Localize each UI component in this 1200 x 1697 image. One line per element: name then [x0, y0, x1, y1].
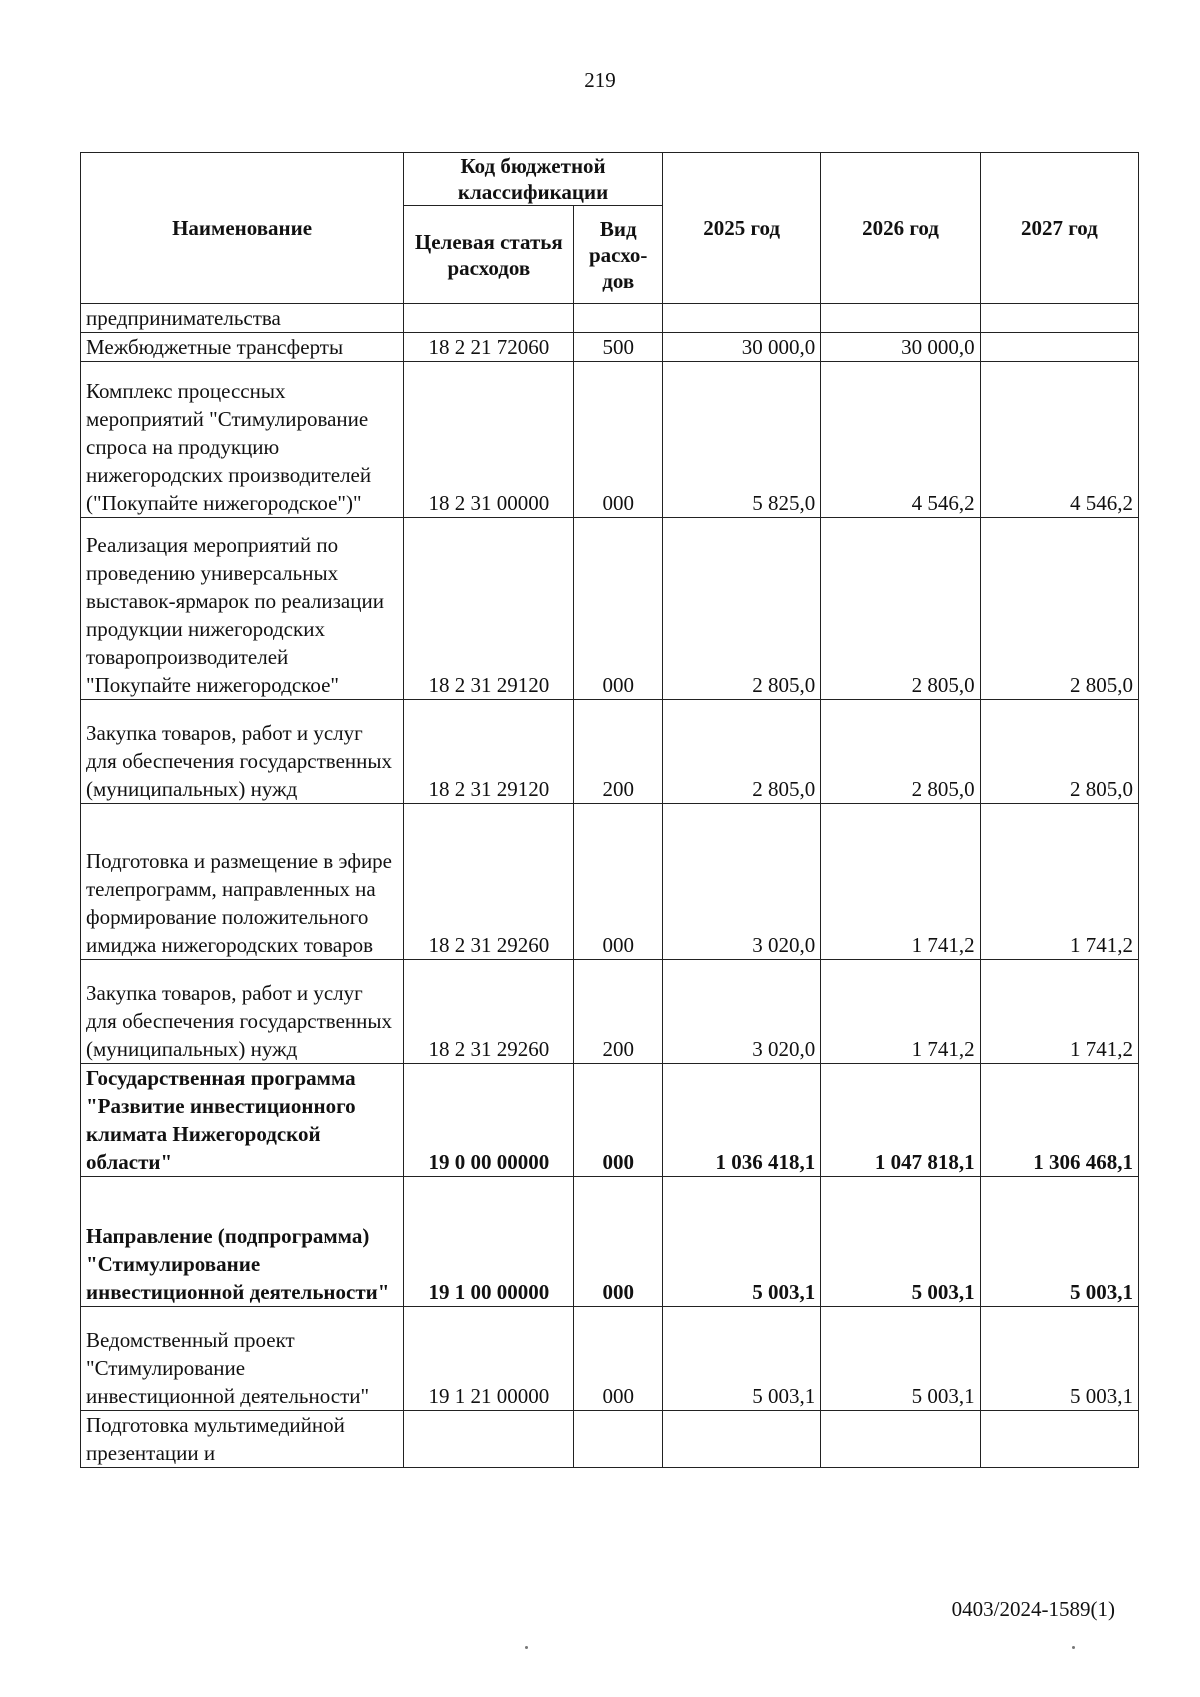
row-value-2025: 2 805,0 — [662, 518, 820, 700]
row-name: Межбюджетные трансферты — [81, 333, 404, 362]
row-value-2027: 2 805,0 — [980, 518, 1138, 700]
row-name: Реализация мероприятий по проведению универсальных выставок-ярмарок по реализации продукции нижегородских товаропроизводителей "Покупайте нижегородское" — [81, 518, 404, 700]
table-row — [81, 1411, 1139, 1468]
row-value-2025 — [662, 1411, 820, 1468]
scan-speck — [525, 1646, 528, 1649]
budget-table — [80, 152, 1139, 1468]
row-value-2027: 1 741,2 — [980, 960, 1138, 1064]
row-expense-type: 200 — [574, 700, 662, 804]
row-value-2027: 1 741,2 — [980, 804, 1138, 960]
row-value-2025: 5 825,0 — [662, 362, 820, 518]
row-target-code: 18 2 31 29260 — [404, 960, 574, 1064]
row-target-code: 19 1 00 00000 — [404, 1177, 574, 1307]
row-value-2026: 5 003,1 — [821, 1307, 980, 1411]
row-target-code: 18 2 21 72060 — [404, 333, 574, 362]
row-target-code — [404, 304, 574, 333]
row-value-2025: 3 020,0 — [662, 960, 820, 1064]
row-target-code: 18 2 31 29120 — [404, 518, 574, 700]
row-value-2026: 5 003,1 — [821, 1177, 980, 1307]
header-2027: 2027 год — [980, 153, 1138, 304]
row-expense-type — [574, 304, 662, 333]
row-target-code — [404, 1411, 574, 1468]
row-value-2027: 5 003,1 — [980, 1307, 1138, 1411]
row-value-2026: 1 741,2 — [821, 804, 980, 960]
row-value-2025: 2 805,0 — [662, 700, 820, 804]
row-value-2025: 3 020,0 — [662, 804, 820, 960]
row-expense-type: 000 — [574, 1177, 662, 1307]
row-value-2026: 1 047 818,1 — [821, 1064, 980, 1177]
table-row — [81, 804, 1139, 960]
table-row — [81, 1177, 1139, 1307]
row-name: Закупка товаров, работ и услуг для обеспечения государственных (муниципальных) нужд — [81, 700, 404, 804]
header-2025: 2025 год — [662, 153, 820, 304]
row-value-2027: 1 306 468,1 — [980, 1064, 1138, 1177]
row-value-2025: 5 003,1 — [662, 1307, 820, 1411]
table-row — [81, 518, 1139, 700]
row-target-code: 19 0 00 00000 — [404, 1064, 574, 1177]
table-row — [81, 960, 1139, 1064]
row-value-2027 — [980, 1411, 1138, 1468]
row-target-code: 18 2 31 00000 — [404, 362, 574, 518]
row-value-2026: 2 805,0 — [821, 700, 980, 804]
row-value-2026: 1 741,2 — [821, 960, 980, 1064]
row-target-code: 19 1 21 00000 — [404, 1307, 574, 1411]
header-name: Наименование — [81, 153, 404, 304]
row-name: Закупка товаров, работ и услуг для обеспечения государственных (муниципальных) нужд — [81, 960, 404, 1064]
table-row — [81, 333, 1139, 362]
row-value-2026 — [821, 1411, 980, 1468]
row-name: предпринимательства — [81, 304, 404, 333]
row-target-code: 18 2 31 29260 — [404, 804, 574, 960]
row-value-2025: 5 003,1 — [662, 1177, 820, 1307]
row-value-2027 — [980, 304, 1138, 333]
row-expense-type: 000 — [574, 362, 662, 518]
row-value-2027: 2 805,0 — [980, 700, 1138, 804]
row-value-2027 — [980, 333, 1138, 362]
row-expense-type: 000 — [574, 1064, 662, 1177]
header-kbk: Код бюджетной классификации — [404, 153, 663, 206]
row-expense-type — [574, 1411, 662, 1468]
table-row — [81, 1064, 1139, 1177]
row-expense-type: 000 — [574, 804, 662, 960]
row-value-2026: 30 000,0 — [821, 333, 980, 362]
header-target: Целевая статья расходов — [404, 206, 574, 304]
table-row — [81, 362, 1139, 518]
row-value-2026: 4 546,2 — [821, 362, 980, 518]
row-name: Государственная программа "Развитие инвестиционного климата Нижегородской области" — [81, 1064, 404, 1177]
table-row — [81, 1307, 1139, 1411]
scan-speck — [1072, 1646, 1075, 1649]
table-row — [81, 700, 1139, 804]
row-name: Подготовка и размещение в эфире телепрограмм, направленных на формирование положительного имиджа нижегородских товаров — [81, 804, 404, 960]
row-value-2025: 1 036 418,1 — [662, 1064, 820, 1177]
row-expense-type: 000 — [574, 518, 662, 700]
row-expense-type: 500 — [574, 333, 662, 362]
row-name: Комплекс процессных мероприятий "Стимулирование спроса на продукцию нижегородских производителей ("Покупайте нижегородское")" — [81, 362, 404, 518]
row-value-2026: 2 805,0 — [821, 518, 980, 700]
row-expense-type: 000 — [574, 1307, 662, 1411]
header-vid: Вид расхо-дов — [574, 206, 662, 304]
row-name: Подготовка мультимедийной презентации и — [81, 1411, 404, 1468]
row-value-2027: 5 003,1 — [980, 1177, 1138, 1307]
row-expense-type: 200 — [574, 960, 662, 1064]
row-value-2025 — [662, 304, 820, 333]
row-name: Направление (подпрограмма) "Стимулирование инвестиционной деятельности" — [81, 1177, 404, 1307]
header-2026: 2026 год — [821, 153, 980, 304]
row-target-code: 18 2 31 29120 — [404, 700, 574, 804]
page-number: 219 — [584, 68, 616, 92]
row-value-2025: 30 000,0 — [662, 333, 820, 362]
table-row — [81, 304, 1139, 333]
row-name: Ведомственный проект "Стимулирование инвестиционной деятельности" — [81, 1307, 404, 1411]
row-value-2026 — [821, 304, 980, 333]
document-number: 0403/2024-1589(1) — [951, 1597, 1115, 1621]
row-value-2027: 4 546,2 — [980, 362, 1138, 518]
